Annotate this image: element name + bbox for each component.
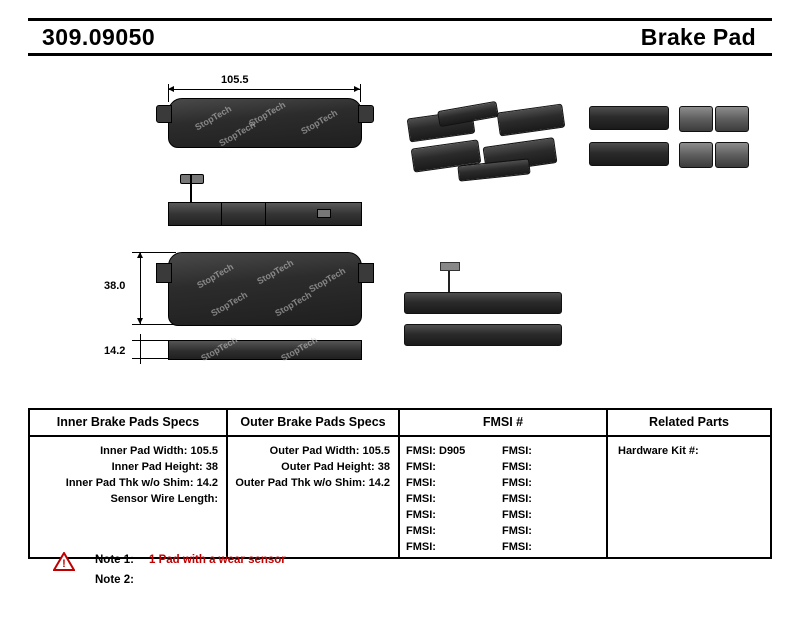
specs-table: [28, 408, 772, 559]
fmsi-row: FMSI:: [406, 493, 436, 505]
watermark: StopTech: [199, 334, 240, 364]
plate-divider: [265, 203, 266, 225]
photo-sensor-clip: [440, 262, 460, 271]
spec-row: [228, 475, 398, 491]
photo-pad: [679, 142, 713, 168]
note-label: Note 1:: [95, 554, 134, 566]
fmsi-row: FMSI:: [406, 461, 436, 473]
fmsi-row: FMSI: D905: [406, 445, 466, 457]
spec-value: 105.5: [362, 445, 390, 457]
spec-label: Inner Pad Height:: [111, 461, 203, 473]
fmsi-row: FMSI:: [406, 477, 436, 489]
fmsi-row: FMSI:: [502, 477, 532, 489]
pad-side-view: [168, 334, 362, 364]
spec-row: [30, 491, 226, 507]
photo-pad: [497, 104, 566, 137]
related-part-row: Hardware Kit #:: [618, 445, 699, 457]
part-number: 309.09050: [42, 23, 156, 50]
dimension-line-thickness: [140, 334, 141, 364]
watermark: StopTech: [217, 119, 258, 149]
fmsi-column-left: [406, 443, 502, 555]
note-label: Note 2:: [95, 574, 134, 586]
note-value: 1 Pad with a wear sensor: [149, 554, 286, 566]
dimension-thickness-label: 14.2: [104, 345, 126, 357]
dimension-width-label: 105.5: [221, 74, 249, 86]
watermark: StopTech: [209, 289, 250, 319]
dimension-height-label: 38.0: [104, 280, 126, 292]
warning-icon: [53, 552, 75, 571]
fmsi-row: FMSI:: [502, 493, 532, 505]
specs-table-header-row: [30, 410, 770, 437]
watermark: StopTech: [247, 99, 288, 129]
outer-specs-cell: [228, 437, 400, 557]
svg-text:!: !: [62, 558, 66, 570]
spec-label: Inner Pad Thk w/o Shim:: [65, 477, 194, 489]
column-header-inner: Inner Brake Pads Specs: [30, 410, 228, 435]
watermark: StopTech: [193, 103, 234, 133]
dimension-ext-left: [168, 84, 169, 102]
pad-edge-view: [168, 202, 362, 226]
watermark: StopTech: [273, 289, 314, 319]
dimension-ext-bottom: [132, 324, 176, 325]
spec-row: [228, 459, 398, 475]
photo-pad: [404, 292, 562, 314]
photo-pad: [589, 106, 669, 130]
inner-specs-cell: [30, 437, 228, 557]
column-header-fmsi: FMSI #: [400, 410, 608, 435]
dimension-ext-right: [360, 84, 361, 102]
fmsi-row: FMSI:: [406, 525, 436, 537]
product-photo-flat-set: [583, 102, 751, 197]
spec-value: 38: [205, 461, 218, 473]
note-row-2: [95, 570, 575, 590]
sensor-clip: [180, 174, 204, 184]
spec-value: 14.2: [196, 477, 218, 489]
fmsi-grid: [400, 443, 606, 555]
watermark: StopTech: [279, 334, 320, 364]
spec-label: Outer Pad Thk w/o Shim:: [235, 477, 366, 489]
notes-section: [62, 550, 575, 590]
related-parts-cell: [608, 437, 770, 557]
spec-label: Sensor Wire Length:: [110, 493, 218, 505]
pad-ear-right: [358, 263, 374, 283]
spec-label: Outer Pad Width:: [269, 445, 360, 457]
spec-value: 14.2: [368, 477, 390, 489]
watermark: StopTech: [307, 265, 348, 295]
column-header-related: Related Parts: [649, 415, 729, 429]
pad-ear-left: [156, 105, 172, 123]
spec-row: [30, 475, 226, 491]
fmsi-row: FMSI:: [502, 525, 532, 537]
watermark: StopTech: [255, 257, 296, 287]
drawing-area: [28, 62, 772, 392]
sensor-wire-drawing: [180, 174, 204, 204]
fmsi-row: FMSI:: [406, 509, 436, 521]
dimension-line-width: [168, 89, 360, 90]
plate-tab: [317, 209, 331, 218]
spec-label: Inner Pad Width:: [100, 445, 188, 457]
fmsi-row: FMSI:: [502, 445, 532, 457]
fmsi-row: FMSI:: [502, 509, 532, 521]
spec-value: 38: [377, 461, 390, 473]
watermark: StopTech: [195, 261, 236, 291]
fmsi-row: FMSI:: [502, 541, 532, 553]
watermark: StopTech: [299, 107, 340, 137]
specs-table-body: [30, 437, 770, 557]
dimension-arrow-up: [137, 252, 143, 258]
sensor-wire-line: [190, 174, 192, 204]
spec-label: Outer Pad Height:: [281, 461, 375, 473]
photo-pad: [715, 142, 749, 168]
dimension-line-height: [140, 252, 141, 324]
photo-pad: [679, 106, 713, 132]
spec-value: 105.5: [190, 445, 218, 457]
note-row-1: [95, 550, 575, 570]
column-header-outer: Outer Brake Pads Specs: [228, 410, 400, 435]
fmsi-column-right: [502, 443, 598, 555]
spec-row: [30, 459, 226, 475]
photo-pad: [589, 142, 669, 166]
document-type-title: Brake Pad: [640, 23, 756, 50]
pad-ear-right: [358, 105, 374, 123]
fmsi-row: FMSI:: [502, 461, 532, 473]
pad-ear-left: [156, 263, 172, 283]
fmsi-cell: [400, 437, 608, 557]
fmsi-row: FMSI:: [406, 541, 436, 553]
spec-row: [30, 443, 226, 459]
product-photo-angled-set: [398, 100, 578, 195]
document-header: [28, 18, 772, 56]
photo-pad: [404, 324, 562, 346]
spec-row: [228, 443, 398, 459]
pad-front-view: [168, 252, 362, 326]
photo-pad: [715, 106, 749, 132]
product-photo-pair: [396, 262, 596, 362]
dimension-arrow-down: [137, 318, 143, 324]
plate-divider: [221, 203, 222, 225]
pad-top-view: [168, 98, 362, 148]
